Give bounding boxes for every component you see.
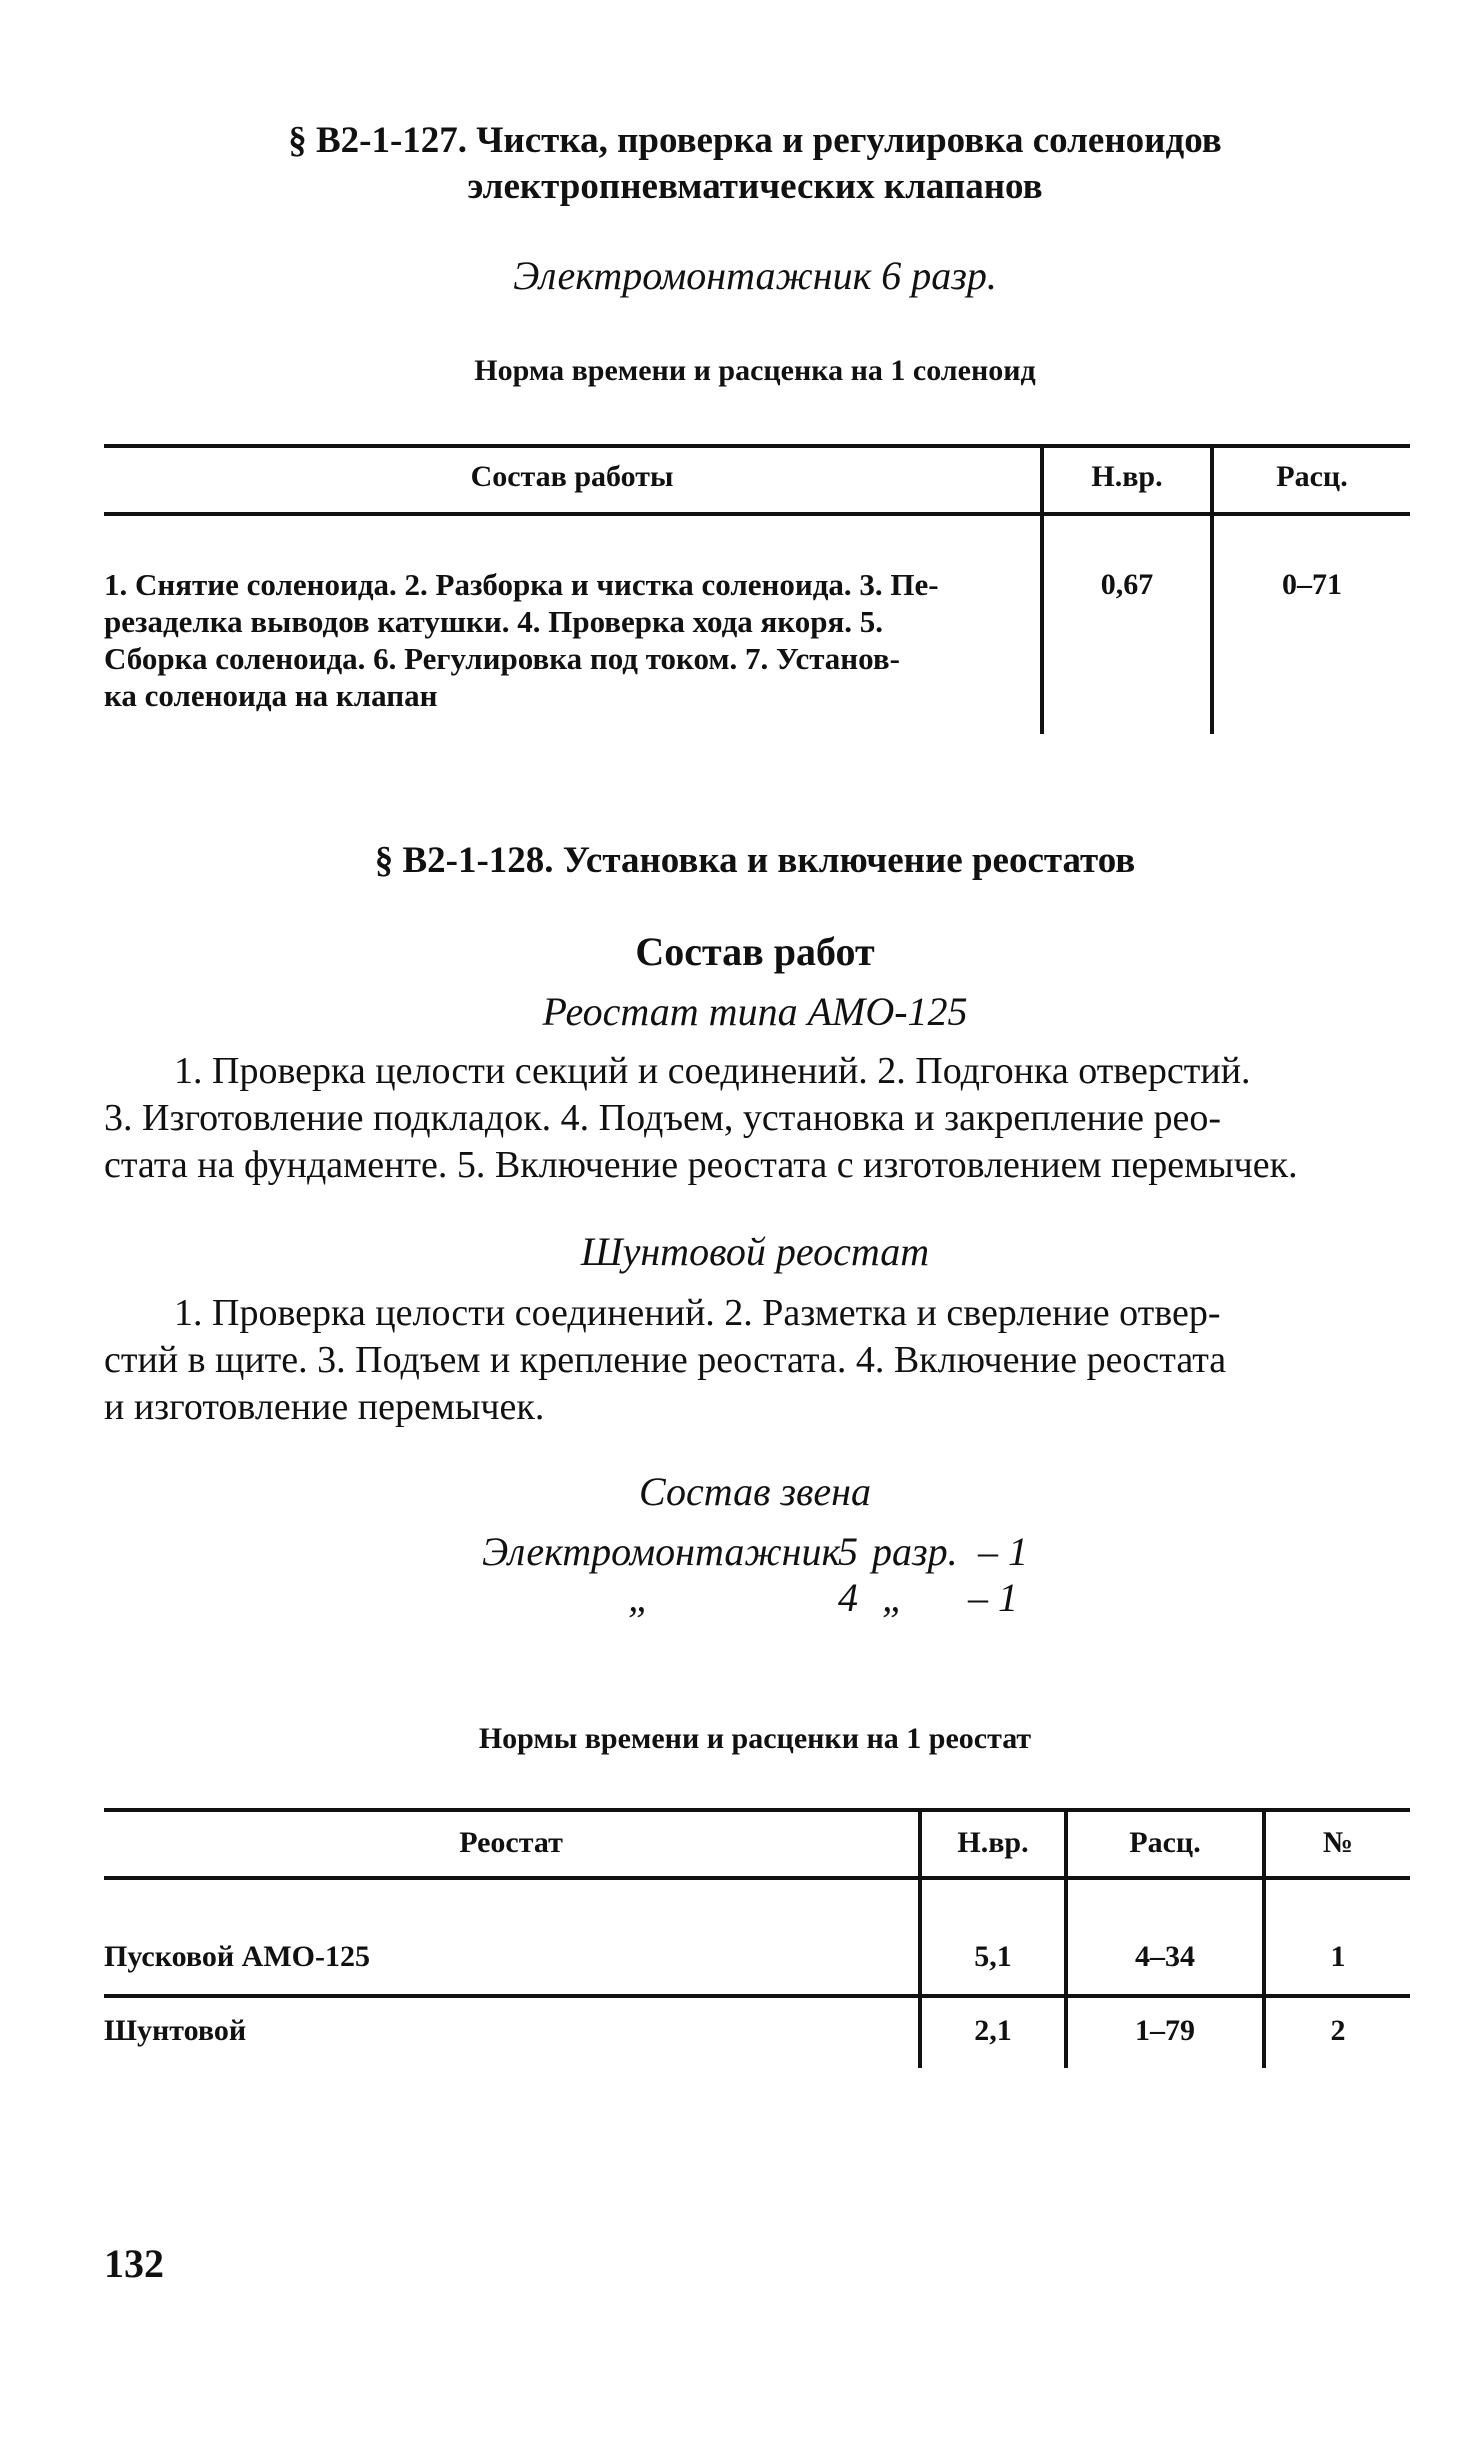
table2-header-rule [104,1876,1410,1880]
table1-top-rule [104,444,1410,448]
table2-row-norm: 5,1 [974,1940,1012,1973]
table2-row-norm: 2,1 [974,2014,1012,2047]
page-number: 132 [104,2241,164,2286]
crew-grade: 4 [838,1575,858,1620]
rheostat-amo-text [104,1048,1410,1189]
table1-header-rate: Расц. [1276,460,1348,493]
shunt-rheostat-text [104,1290,1410,1431]
shunt-rheostat-line: стий в щите. 3. Подъем и крепление реостата. 4. Включение реостата [104,1339,1227,1381]
table2-row-rate: 4–34 [1135,1940,1195,1973]
rheostat-amo-line: 1. Проверка целости секций и соединений. 2. Подгонка отверстий. [174,1050,1251,1092]
rheostat-amo-line: 3. Изготовление подкладок. 4. Подъем, установка и закрепление рео- [104,1097,1222,1139]
table1-work-line: 1. Снятие соленоида. 2. Разборка и чистка соленоида. 3. Пе- [104,567,939,602]
table1-norm-value: 0,67 [1100,568,1154,601]
table2-header-rate: Расц. [1129,1826,1201,1859]
section-127-title [130,118,1380,210]
table1-header-norm: Н.вр. [1091,460,1163,493]
table1-rate-value: 0–71 [1282,568,1342,601]
shunt-rheostat-heading: Шунтовой реостат [580,1229,930,1274]
rheostat-amo-heading: Реостат типа АМО-125 [542,989,968,1034]
table2-row-name: Пусковой АМО-125 [104,1940,370,1973]
crew-grade-unit: „ [882,1575,905,1620]
table1-header-rule [104,512,1410,516]
table2-row-name: Шунтовой [104,2014,247,2047]
crew-count: – 1 [978,1529,1028,1574]
crew-worker-name: „ [628,1575,651,1620]
crew-worker-name: Электромонтажник [482,1529,841,1574]
table2-header-norm: Н.вр. [957,1826,1029,1859]
table2-header-number: № [1322,1826,1354,1859]
table2-top-rule [104,1808,1410,1812]
section-127-title-line2: электропневматических клапанов [467,166,1043,207]
table2-row-rule [104,1994,1410,1998]
crew-heading: Состав звена [638,1469,871,1514]
table1-work-line: ка соленоида на клапан [104,678,438,713]
section-128-title: § В2-1-128. Установка и включение реостатов [374,840,1136,881]
crew-grade-unit: разр. [872,1529,958,1574]
section-127-title-line1: § В2-1-127. Чистка, проверка и регулировка соленоидов [288,120,1222,161]
table2-row-rate: 1–79 [1135,2014,1195,2047]
table1-work-line: Сборка соленоида. 6. Регулировка под током. 7. Установ- [104,641,900,676]
shunt-rheostat-line: 1. Проверка целости соединений. 2. Разметка и сверление отвер- [174,1292,1221,1334]
crew-count: – 1 [968,1575,1018,1620]
section-127-worker: Электромонтажник 6 разр. [513,253,997,298]
table1-header-work: Состав работы [470,460,674,493]
work-composition-heading: Состав работ [635,929,875,974]
crew-grade: 5 [838,1529,858,1574]
table2-row-number: 2 [1330,2014,1346,2047]
rheostat-amo-line: стата на фундаменте. 5. Включение реостата с изготовлением перемычек. [104,1144,1298,1186]
table1-work-line: резаделка выводов катушки. 4. Проверка хода якоря. 5. [104,604,884,639]
table2-row-number: 1 [1330,1940,1346,1973]
table1-work-description [104,566,1024,714]
section-127-table-caption: Норма времени и расценка на 1 соленоид [474,354,1036,387]
table2-header-rheostat: Реостат [459,1826,563,1859]
section-128-table-caption: Нормы времени и расценки на 1 реостат [478,1722,1032,1755]
shunt-rheostat-line: и изготовление перемычек. [104,1386,545,1428]
